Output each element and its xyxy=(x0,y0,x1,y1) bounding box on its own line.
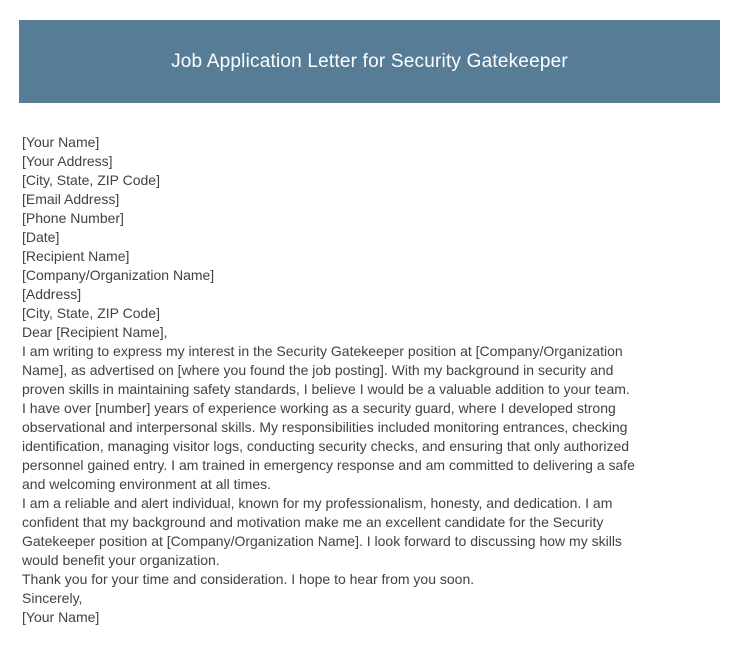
paragraph-intro xyxy=(22,342,732,399)
paragraph-experience xyxy=(22,399,732,494)
letter-line: observational and interpersonal skills. My responsibilities included monitoring entrances, checking xyxy=(22,419,628,435)
letter-line: I am writing to express my interest in the Security Gatekeeper position at [Company/Organization xyxy=(22,343,623,359)
letter-title-banner xyxy=(19,20,720,103)
letter-line: Name], as advertised on [where you found the job posting]. With my background in security and xyxy=(22,362,614,378)
letter-line: proven skills in maintaining safety standards, I believe I would be a valuable addition to your team. xyxy=(22,381,630,397)
letter-line: [Recipient Name] xyxy=(22,248,130,264)
sign-off-line: Sincerely, xyxy=(22,590,83,606)
letter-line: confident that my background and motivation make me an excellent candidate for the Security xyxy=(22,514,604,530)
letter-line: [City, State, ZIP Code] xyxy=(22,305,160,321)
letter-body xyxy=(22,133,732,627)
page-title: Job Application Letter for Security Gatekeeper xyxy=(171,50,568,72)
letter-line: would benefit your organization. xyxy=(22,552,220,568)
letter-line: identification, managing visitor logs, conducting security checks, and ensuring that only authorized xyxy=(22,438,630,454)
letter-line: [Phone Number] xyxy=(22,210,124,226)
signature-line: [Your Name] xyxy=(22,609,100,625)
letter-line: [Your Address] xyxy=(22,153,113,169)
letter-line: and welcoming environment at all times. xyxy=(22,476,272,492)
recipient-address-block xyxy=(22,247,732,323)
letter-line: Gatekeeper position at [Company/Organization Name]. I look forward to discussing how my skills xyxy=(22,533,622,549)
paragraph-qualities xyxy=(22,494,732,570)
letter-line: [Company/Organization Name] xyxy=(22,267,215,283)
letter-line: I have over [number] years of experience working as a security guard, where I developed strong xyxy=(22,400,616,416)
letter-line: [City, State, ZIP Code] xyxy=(22,172,160,188)
thank-you-line: Thank you for your time and consideration. I hope to hear from you soon. xyxy=(22,571,475,587)
letter-line: [Date] xyxy=(22,229,60,245)
letter-line: [Your Name] xyxy=(22,134,100,150)
letter-line: I am a reliable and alert individual, known for my professionalism, honesty, and dedication. I am xyxy=(22,495,613,511)
letter-line: personnel gained entry. I am trained in emergency response and am committed to delivering a safe xyxy=(22,457,635,473)
letter-line: [Email Address] xyxy=(22,191,120,207)
salutation-line: Dear [Recipient Name], xyxy=(22,324,168,340)
letter-line: [Address] xyxy=(22,286,82,302)
sender-address-block xyxy=(22,133,732,247)
